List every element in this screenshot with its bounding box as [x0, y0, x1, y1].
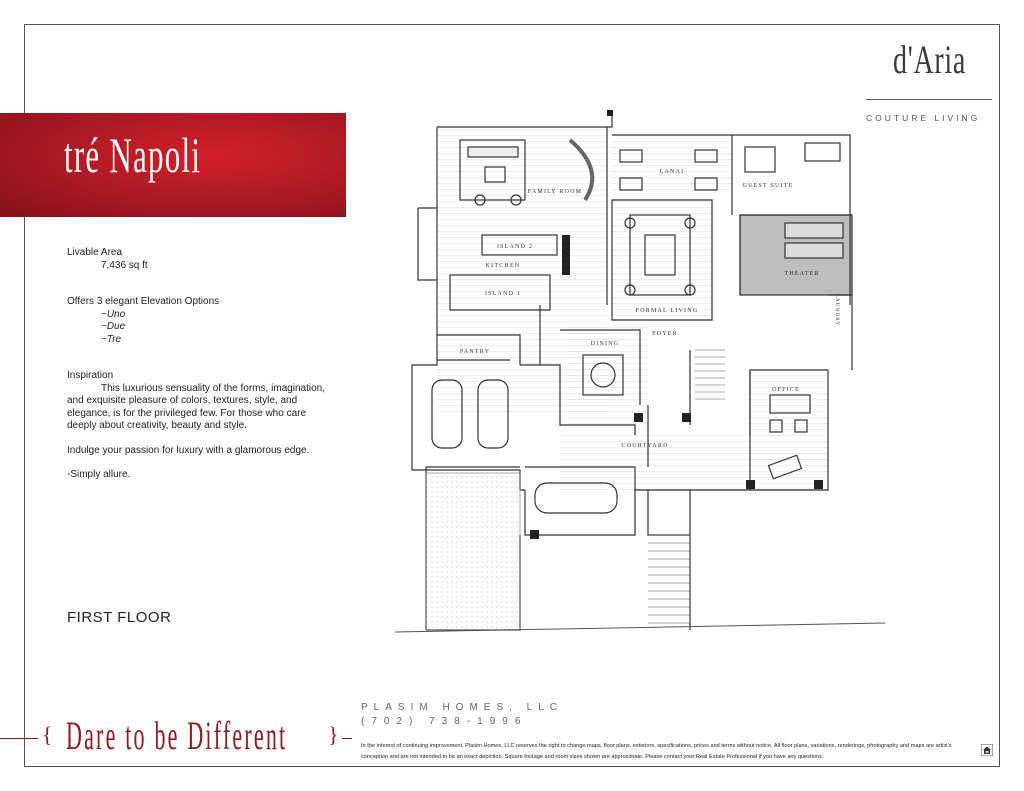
- room-label-laundry: LAUNDRY: [834, 293, 839, 327]
- floor-label: FIRST FLOOR: [67, 609, 172, 626]
- legal-disclaimer: In the interest of continuing improvement, Plasim Homes, LLC reserves the right to change maps, floor plans, exteriors, specifications, prices and terms without notice. All floor plans, variations, renderings, photography and maps are artist's conception and are not intended to be an exact depiction. Square footage and room sizes shown are approximate. Please contact your Real Estate Professional if you have any questions.: [361, 743, 952, 760]
- equal-housing-icon: [981, 744, 993, 756]
- room-label-lanai: LANAI: [659, 169, 685, 175]
- plan-title: tré Napoli: [64, 127, 202, 183]
- company-name: PLASIM HOMES, LLC: [361, 702, 564, 713]
- room-label-family-room: FAMILY ROOM: [527, 189, 583, 195]
- livable-area-value: 7,436 sq ft: [101, 259, 148, 271]
- elevation-option: ~Uno: [101, 308, 126, 320]
- room-label-kitchen: KITCHEN: [485, 263, 521, 269]
- inspiration-text: This luxurious sensuality of the forms, imagination, and exquisite pleasure of colors, textures, style, and elegance, is for the privileged few. For those who care deeply about creativity, beauty and style.: [67, 382, 325, 431]
- elevation-option: ~Due: [101, 321, 126, 332]
- room-label-formal-living: FORMAL LIVING: [635, 308, 699, 314]
- slogan-brace-left: {: [42, 722, 53, 747]
- elevations-label: Offers 3 elegant Elevation Options: [67, 296, 220, 307]
- livable-area-block: [67, 247, 148, 272]
- company-phone: (702) 738-1996: [361, 716, 528, 727]
- indulge-text: Indulge your passion for luxury with a glamorous edge.: [67, 444, 310, 456]
- brand-divider: [866, 99, 992, 100]
- slogan-rule-left: [0, 738, 38, 739]
- elevation-option: ~Tre: [101, 333, 122, 345]
- room-label-foyer: FOYER: [652, 331, 678, 337]
- room-label-theater: THEATER: [784, 271, 820, 277]
- room-label-island-2: ISLAND 2: [496, 244, 534, 250]
- room-label-dining: DINING: [590, 341, 620, 347]
- livable-area-label: Livable Area: [67, 247, 123, 258]
- room-label-courtyard: COURTYARD: [621, 443, 669, 449]
- room-label-guest-suite: GUEST SUITE: [742, 183, 794, 189]
- slogan-rule-right: [342, 738, 352, 739]
- slogan: Dare to be Different: [66, 713, 288, 758]
- brand-tagline: COUTURE LIVING: [866, 113, 981, 123]
- elevations-block: [67, 296, 219, 346]
- inspiration-block: [67, 370, 329, 482]
- room-label-island-1: ISLAND 1: [484, 291, 522, 297]
- room-label-pantry: PANTRY: [459, 349, 491, 355]
- room-label-office: OFFICE: [772, 387, 800, 393]
- brand-logo: d'Aria: [893, 37, 966, 82]
- floor-plan: [390, 105, 890, 635]
- inspiration-label: Inspiration: [67, 370, 114, 381]
- slogan-brace-right: }: [328, 722, 339, 747]
- closing-text: -Simply allure.: [67, 469, 131, 480]
